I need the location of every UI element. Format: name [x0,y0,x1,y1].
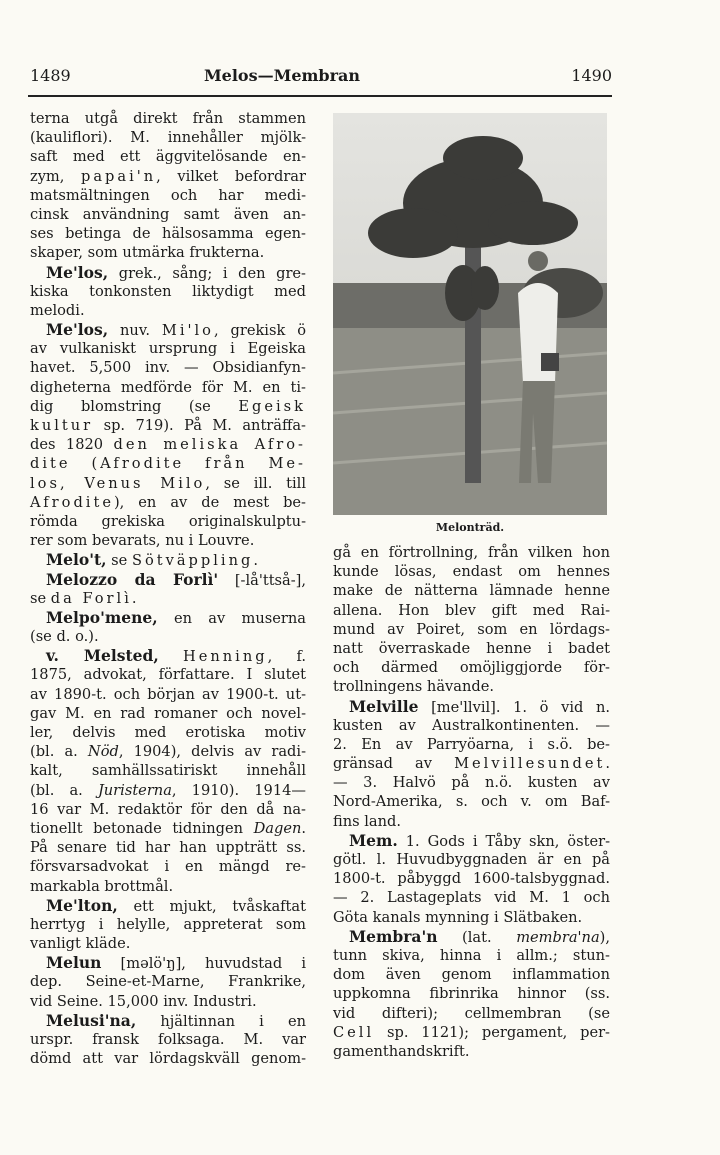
text-line [30,493,306,512]
text-line [333,620,610,639]
text-line [30,608,306,627]
text-line [30,550,306,569]
page-number-left: 1489 [30,66,71,85]
text-line [30,742,306,761]
text-line [30,723,306,742]
text-run: [me'llvil]. 1. ö vid n. [418,698,610,716]
text-run: se [106,552,132,570]
text-run: , grekisk ö [213,322,306,340]
running-title: Melos—Membran [203,66,361,85]
text-run: , f. [267,648,306,666]
text-run: trollningens hävande. [333,678,494,696]
italic-text: membra'na [516,928,600,946]
text-line [30,301,306,320]
headword: Me'los, [46,320,109,340]
text-line [333,850,610,869]
headword: Melozzo da Forlì' [46,569,219,589]
text-line [333,831,610,850]
headword: Me'lton, [46,895,118,915]
text-run: , se ill. till [205,474,306,492]
text-line [30,838,306,857]
text-run: . [605,755,610,773]
spaced-text: los, Venus Milo [30,474,206,492]
spaced-text: Egeisk [238,397,306,415]
text-run: kalt, samhällssatiriskt innehåll [30,762,306,780]
text-run: dep. Seine-et-Marne, Frankrike, [30,973,306,991]
headword: Melun [46,953,102,973]
text-run: ), [599,928,610,946]
text-line [333,908,610,927]
text-run: tionellt betonade tidningen [30,819,254,837]
text-run [159,648,183,665]
text-line [30,646,306,665]
text-line [30,570,306,589]
text-run: götl. l. Huvudbyggnaden är en på [333,851,610,868]
spaced-text: den meliska Afro- [113,436,306,454]
text-run: (lat. [437,928,517,946]
headword: Melpo'mene, [46,607,158,627]
text-line [333,888,610,907]
text-run: dömd att var lördagskväll genom- [30,1050,306,1068]
text-line [333,581,610,600]
headword: Membra'n [349,926,438,946]
text-run: . [253,552,258,570]
text-line [30,934,306,953]
text-line [30,704,306,723]
text-run: tunn skiva, hinna i allm.; stun- [333,946,610,964]
text-line [30,972,306,991]
text-run: (bl. a. [30,743,88,761]
text-line [30,128,306,147]
text-line [30,877,306,896]
page-number-right: 1490 [571,66,612,85]
text-line [30,263,306,282]
text-run: markabla brottmål. [30,877,174,895]
text-line [333,1042,610,1061]
spaced-text: dite (Afrodite från Me- [30,455,306,473]
text-run: [-lå'ttså-], [218,571,307,589]
text-run: dom även genom inflammation [333,966,610,984]
text-run: sp. 719). På M. anträffa- [93,417,306,434]
text-line [333,869,610,888]
text-run: cinsk användning samt även an- [30,205,306,223]
text-line [30,416,306,435]
text-run: vanligt kläde. [30,935,131,953]
spaced-text: papai'n [80,167,157,185]
text-line [333,1004,610,1023]
text-run: kunde lösas, endast om hennes [333,563,610,581]
text-run: Göta kanals mynning i Slätbaken. [333,908,583,926]
text-line [333,754,610,773]
text-line [333,735,610,754]
text-line [30,685,306,704]
text-line [30,339,306,358]
text-run: ses betinga de hälsosamma egen- [30,225,306,243]
italic-text: Juristerna [97,781,172,799]
headword: Me'los, [46,262,109,282]
spaced-text: Afrodite [30,493,114,511]
text-run: vid difteri); cellmembran (se [333,1004,610,1022]
text-line [333,601,610,620]
text-run: gå en förtrollning, från vilken hon [333,544,610,561]
text-line [30,378,306,397]
text-line [333,927,610,946]
text-line [30,147,306,166]
text-line [30,800,306,819]
text-line [30,358,306,377]
spaced-text: Melvillesundet [454,755,606,773]
text-line [333,792,610,811]
text-line [333,1023,610,1042]
text-line [30,781,306,800]
text-line [30,1011,306,1030]
text-run: urspr. fransk folksaga. M. var [30,1031,306,1048]
text-run: ett mjukt, tvåskaftat [117,897,306,915]
text-line [333,773,610,792]
text-run: gränsad av [333,755,455,773]
text-run: nuv. [108,322,162,340]
headword: v. Melsted, [46,646,159,666]
text-line [30,1049,306,1068]
text-line [30,953,306,972]
text-run: rer som bevarats, nu i Louvre. [30,532,255,550]
melon-tree-photo [333,113,607,515]
text-run: 16 var M. redaktör för den då na- [30,800,306,818]
text-run: 1. Gods i Tåby skn, öster- [397,832,610,850]
spaced-text: kultur [30,417,94,434]
text-line [333,562,610,581]
text-line [30,224,306,243]
text-line [333,543,610,562]
text-run: matsmältningen och har medi- [30,186,306,204]
text-run: Nord-Amerika, s. och v. om Baf- [333,793,610,811]
text-run: , vilket befordrar [156,167,306,185]
headword: Melusi'na, [46,1010,137,1030]
text-run: (kauliflori). M. innehåller mjölk- [30,129,306,147]
text-run: terna utgå direkt från stammen [30,110,306,127]
text-line [30,454,306,473]
italic-text: Nöd [87,743,119,761]
text-run: , 1904), delvis av radi- [118,743,307,761]
text-run: allena. Hon blev gift med Rai- [333,601,610,619]
headword: Melville [349,696,419,716]
text-run: skaper, som utmärka frukterna. [30,244,265,262]
italic-text: Dagen [253,819,302,837]
text-line [333,639,610,658]
text-run: . [301,819,306,837]
text-line [30,665,306,684]
text-run: gav M. en rad romaner och novel- [30,704,306,722]
text-line [30,1030,306,1049]
text-run: , 1910). 1914— [171,781,306,799]
headword: Melo't, [46,550,107,570]
text-run: dig blomstring (se [30,397,239,415]
text-run: make de nätterna lämnade henne [333,582,610,600]
text-run: (se d. o.). [30,628,99,646]
text-line [30,915,306,934]
text-run: havet. 5,500 inv. — Obsidianfyn- [30,359,306,377]
text-run: av vulkaniskt ursprung i Egeiska [30,340,306,358]
text-line [30,397,306,416]
spaced-text: da Forlì [50,589,132,607]
text-run: en av muserna [157,609,306,627]
spaced-text: Mi'lo [161,322,214,340]
text-line [30,167,306,186]
text-run: sp. 1121); pergament, per- [374,1023,610,1041]
text-run: saft med ett äggvitelösande en- [30,148,306,166]
text-run: — 3. Halvö på n.ö. kusten av [333,774,610,792]
text-line [30,282,306,301]
text-run: melodi. [30,301,85,319]
text-run: — 2. Lastageplats vid M. 1 och [333,889,610,907]
text-run: natt överraskade henne i badet [333,639,610,657]
text-run: På senare tid har han uppträtt ss. [30,839,306,857]
text-line [333,716,610,735]
left-column [30,109,306,1068]
text-run: mund av Poiret, som en lördags- [333,620,610,638]
text-run: (bl. a. [30,781,98,799]
spaced-text: Sötväppling [131,552,254,570]
text-line [30,435,306,454]
text-run: herrtyg i helylle, appreterat som [30,915,306,933]
text-line [30,474,306,493]
spaced-text: Henning [183,648,268,666]
text-line [30,589,306,608]
text-line [30,857,306,876]
text-run: försvarsadvokat i en mängd re- [30,858,306,876]
text-run: römda grekiska originalskulptu- [30,512,306,530]
text-line [333,946,610,965]
text-run: ler, delvis med erotiska motiv [30,724,306,741]
text-line [333,812,610,831]
right-column [333,543,610,1061]
text-run: [məlö'ŋ], huvudstad i [101,955,306,973]
text-line [30,761,306,780]
figure-caption: Melonträd. [435,521,505,534]
text-run: kiska tonkonsten liktydigt med [30,282,306,300]
text-run: grek., sång; i den gre- [108,264,306,282]
text-run: 2. En av Parryöarna, i s.ö. be- [333,735,610,753]
header-rule [28,95,612,97]
text-run: av 1890-t. och början av 1900-t. ut- [30,685,306,703]
text-line [333,677,610,696]
text-run: gamenthandskrift. [333,1042,470,1060]
text-run: ), en av de mest be- [113,493,306,511]
spaced-text: Cell [333,1023,375,1041]
text-run: hjältinnan i en [136,1012,306,1030]
text-run: vid Seine. 15,000 inv. Industri. [30,992,257,1010]
text-line [30,627,306,646]
text-line [30,243,306,262]
text-run: kusten av Australkontinenten. — [333,716,610,734]
text-line [30,186,306,205]
text-run: fins land. [333,812,402,830]
text-line [30,109,306,128]
text-line [333,658,610,677]
text-run: och därmed omöjliggjorde för- [333,659,610,677]
text-line [333,984,610,1003]
text-line [30,896,306,915]
text-line [30,512,306,531]
text-run: des 1820 [30,436,114,454]
text-line [333,965,610,984]
text-line [333,697,610,716]
text-run: 1875, advokat, författare. I slutet [30,666,306,684]
text-run: . [131,589,137,607]
text-line [30,320,306,339]
text-run: se [30,589,51,607]
text-run: zym, [30,167,81,185]
text-line [30,531,306,550]
text-run: digheterna medförde för M. en ti- [30,378,306,396]
text-line [30,205,306,224]
text-run: uppkomna fibrinrika hinnor (ss. [333,985,610,1003]
headword: Mem. [349,830,398,850]
text-line [30,819,306,838]
text-line [30,992,306,1011]
text-run: 1800-t. påbyggd 1600-talsbyggnad. [333,870,610,888]
